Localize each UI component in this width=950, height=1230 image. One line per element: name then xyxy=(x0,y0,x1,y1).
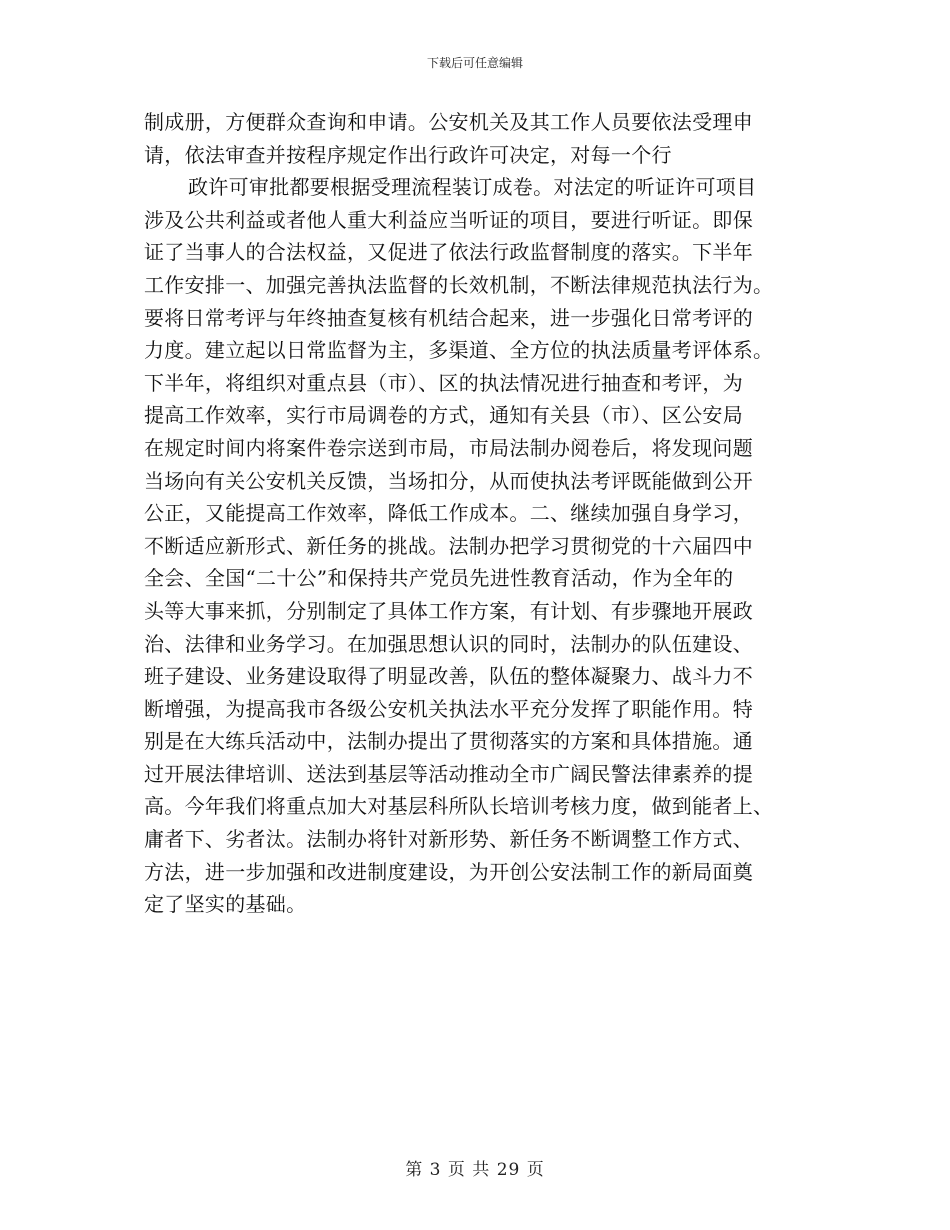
text-line: 别是在大练兵活动中，法制办提出了贯彻落实的方案和具体措施。通 xyxy=(144,729,753,754)
page-footer: 第 3 页 共 29 页 xyxy=(405,1160,545,1180)
text-line: 班子建设、业务建设取得了明显改善，队伍的整体凝聚力、战斗力不 xyxy=(144,664,753,689)
text-line: 治、法律和业务学习。在加强思想认识的同时，法制办的队伍建设、 xyxy=(144,631,753,656)
text-line: 公正，又能提高工作效率，降低工作成本。二、继续加强自身学习， xyxy=(144,501,753,526)
text-line: 当场向有关公安机关反馈，当场扣分，从而使执法考评既能做到公开 xyxy=(144,468,753,493)
text-line: 政许可审批都要根据受理流程装订成卷。对法定的听证许可项目 xyxy=(188,175,757,200)
text-line: 在规定时间内将案件卷宗送到市局，市局法制办阅卷后，将发现问题 xyxy=(144,435,753,460)
text-line: 下半年，将组织对重点县（市）、区的执法情况进行抽查和考评，为 xyxy=(144,370,743,395)
text-line: 不断适应新形式、新任务的挑战。法制办把学习贯彻党的十六届四中 xyxy=(144,533,753,558)
body-text xyxy=(144,106,816,921)
text-line: 证了当事人的合法权益，又促进了依法行政监督制度的落实。下半年 xyxy=(144,240,753,265)
text-line: 工作安排一、加强完善执法监督的长效机制，不断法律规范执法行为。 xyxy=(144,272,774,297)
text-line: 头等大事来抓，分别制定了具体工作方案，有计划、有步骤地开展政 xyxy=(144,598,753,623)
text-line: 庸者下、劣者汰。法制办将针对新形势、新任务不断调整工作方式、 xyxy=(144,827,753,852)
text-line: 涉及公共利益或者他人重大利益应当听证的项目，要进行听证。即保 xyxy=(144,207,753,232)
text-line: 要将日常考评与年终抽查复核有机结合起来，进一步强化日常考评的 xyxy=(144,305,753,330)
text-line: 定了坚实的基础。 xyxy=(144,892,307,917)
text-line: 全会、全国“二十公”和保持共产党员先进性教育活动，作为全年的 xyxy=(144,566,734,591)
text-line: 提高工作效率，实行市局调卷的方式，通知有关县（市）、区公安局 xyxy=(144,403,743,428)
text-line: 断增强，为提高我市各级公安机关执法水平充分发挥了职能作用。特 xyxy=(144,696,753,721)
text-line: 力度。建立起以日常监督为主，多渠道、全方位的执法质量考评体系。 xyxy=(144,338,774,363)
text-line: 过开展法律培训、送法到基层等活动推动全市广阔民警法律素养的提 xyxy=(144,761,753,786)
page-header: 下载后可任意编辑 xyxy=(426,56,523,70)
text-line: 请，依法审查并按程序规定作出行政许可决定，对每一个行 xyxy=(144,142,672,167)
text-line: 高。今年我们将重点加大对基层科所队长培训考核力度，做到能者上、 xyxy=(144,794,774,819)
text-line: 方法，进一步加强和改进制度建设，为开创公安法制工作的新局面奠 xyxy=(144,859,753,884)
text-line: 制成册，方便群众查询和申请。公安机关及其工作人员要依法受理申 xyxy=(144,110,753,134)
